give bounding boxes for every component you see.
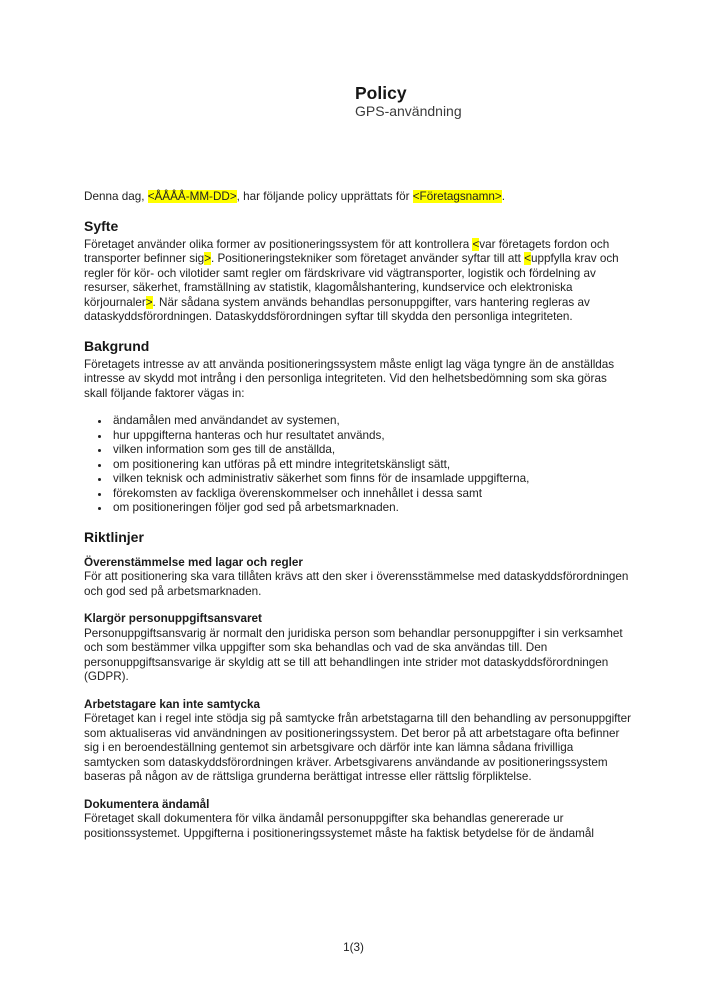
- text-run: Företaget använder olika former av positioneringssystem för att kontrollera: [84, 237, 473, 251]
- highlighted-text: >: [204, 252, 212, 265]
- paragraph: [84, 627, 632, 685]
- text-run: Företagets intresse av att använda positioneringssystem måste enligt lag väga tyngre än de anställdas intresse av skydd mot intrång i den personliga integriteten. Vid den helhetsbedömning som ska göras skall följande faktorer vägas in:: [84, 357, 615, 400]
- subsection-heading: Klargör personuppgiftsansvaret: [84, 612, 262, 625]
- paragraph: [84, 712, 632, 785]
- section-heading: Riktlinjer: [84, 528, 144, 545]
- paragraph: [84, 358, 632, 402]
- subsection-heading: Överenstämmelse med lagar och regler: [84, 555, 303, 569]
- page-number: 1(3): [343, 941, 364, 954]
- highlighted-text: <Företagsnamn>: [412, 190, 502, 203]
- list-item: • hur uppgifterna hanteras och hur resultatet används,: [111, 429, 632, 444]
- list-item: • vilken information som ges till de anställda,: [111, 443, 632, 458]
- section-heading: Bakgrund: [84, 337, 150, 354]
- document-body: [84, 218, 632, 842]
- section-heading: Syfte: [84, 217, 119, 234]
- list-item: • om positioneringen följer god sed på arbetsmarknaden.: [111, 501, 632, 516]
- text-run: , har följande policy upprättats för: [236, 190, 413, 203]
- document-content: [84, 0, 632, 854]
- text-run: . När sådana system används behandlas personuppgifter, vars hantering regleras av dataskyddsförordningen. Dataskyddsförordningen syftar till skydda den personliga integriteten.: [84, 295, 590, 323]
- highlighted-text: <: [472, 237, 480, 251]
- text-run: Företaget skall dokumentera för vilka ändamål personuppgifter ska behandlas genererade ur positionssystemet. Uppgifterna i positioneringssystemet måste ha faktisk betydelse för de ändamål: [84, 812, 594, 840]
- highlighted-text: >: [145, 295, 153, 309]
- paragraph: [84, 570, 632, 599]
- intro-line: [84, 190, 632, 205]
- document-title: Policy: [355, 83, 407, 103]
- text-run: . Positioneringstekniker som företaget använder syftar till att: [211, 252, 525, 265]
- document-subtitle: GPS-användning: [355, 103, 462, 119]
- title-block: [355, 0, 632, 119]
- text-run: Denna dag,: [84, 190, 148, 203]
- text-run: Personuppgiftsansvarig är normalt den juridiska person som behandlar personuppgifter i sin verksamhet och som bestämmer vilka uppgifter som ska behandlas och vad de ska användas till. Den personuppgiftsansvarige är skyldig att se till att behandlingen inte strider mot dataskyddsförordningen (GDPR).: [84, 626, 623, 683]
- bullet-list: [84, 414, 632, 516]
- list-item: • om positionering kan utföras på ett mindre integritetskänsligt sätt,: [111, 458, 632, 473]
- text-run: Företaget kan i regel inte stödja sig på samtycke från arbetstagarna till den behandling av personuppgifter som aktualiseras vid användningen av positioneringssystem. Det beror på att arbetstagare ofta befinner sig i en beroendeställning gentemot sin arbetsgivare och därför inte kan lämna sådana frivilliga samtycken som dataskyddsförordningen kräver. Arbetsgivarens användande av positioneringssystem baseras på någon av de rättsliga grunderna berättigat intresse eller rättslig förpliktelse.: [84, 712, 632, 783]
- paragraph: [84, 812, 632, 841]
- highlighted-text: <ÅÅÅÅ-MM-DD>: [147, 190, 237, 203]
- subsection-heading: Arbetstagare kan inte samtycka: [84, 697, 261, 711]
- list-item: • vilken teknisk och administrativ säkerhet som finns för de insamlade uppgifterna,: [111, 472, 632, 487]
- text-run: var företagets fordon och transporter befinner sig: [84, 237, 610, 265]
- text-run: .: [501, 190, 505, 203]
- text-run: För att positionering ska vara tillåten krävs att den sker i överensstämmelse med dataskyddsförordningen och god sed på arbetsmarknaden.: [84, 570, 629, 598]
- list-item: • ändamålen med användandet av systemen,: [111, 414, 632, 429]
- highlighted-text: <: [524, 252, 531, 265]
- subsection-heading: Dokumentera ändamål: [84, 797, 210, 811]
- list-item: • förekomsten av fackliga överenskommelser och innehållet i dessa samt: [111, 487, 632, 502]
- text-run: uppfylla krav och regler för kör- och vilotider samt regler om färdskrivare vid vägtransporter, logistik och fördelning av resurser, säkerhet, framställning av statistik, klagomålshantering, kundservice och elektroniska körjournaler: [84, 252, 619, 309]
- paragraph: [84, 238, 632, 325]
